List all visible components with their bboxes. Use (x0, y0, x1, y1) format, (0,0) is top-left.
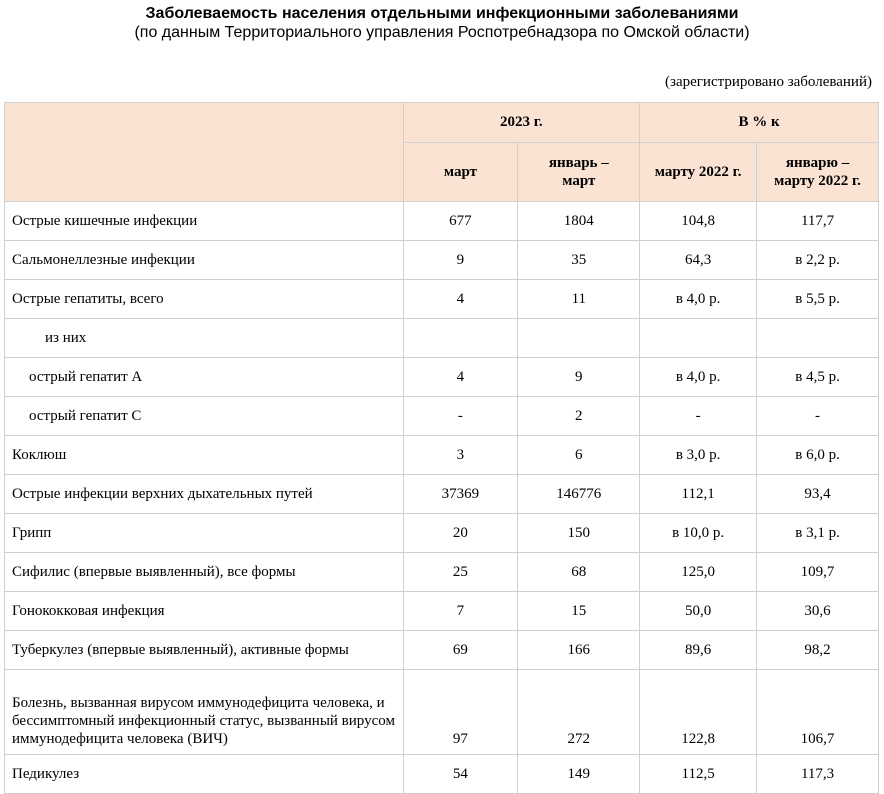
cell-pct-march: - (640, 397, 757, 436)
table-row (5, 202, 879, 241)
row-name: Туберкулез (впервые выявленный), активные формы (5, 631, 404, 670)
table-row (5, 631, 879, 670)
cell-jan-march: 68 (518, 553, 640, 592)
row-name: Болезнь, вызванная вирусом иммунодефицита человека, и бессимптомный инфекционный статус, вызванный вирусом иммунодефицита человека (ВИЧ) (5, 670, 404, 755)
cell-pct-jan-march: 30,6 (757, 592, 879, 631)
header-col-jan-march-2022: январю – марту 2022 г. (757, 143, 879, 202)
cell-pct-jan-march: - (757, 397, 879, 436)
cell-march: 20 (403, 514, 518, 553)
cell-jan-march: 150 (518, 514, 640, 553)
infection-table (4, 102, 879, 794)
header-blank-cell (5, 103, 404, 202)
cell-pct-jan-march: в 5,5 р. (757, 280, 879, 319)
cell-pct-march: 112,1 (640, 475, 757, 514)
cell-pct-jan-march: в 4,5 р. (757, 358, 879, 397)
cell-pct-march: 89,6 (640, 631, 757, 670)
cell-jan-march: 272 (518, 670, 640, 755)
table-row (5, 436, 879, 475)
cell-jan-march (518, 319, 640, 358)
table-row (5, 241, 879, 280)
cell-march: 4 (403, 358, 518, 397)
header-col-jan-march: январь – март (518, 143, 640, 202)
table-row (5, 592, 879, 631)
cell-jan-march: 35 (518, 241, 640, 280)
table-row (5, 755, 879, 794)
cell-pct-jan-march: в 3,1 р. (757, 514, 879, 553)
cell-pct-march: 104,8 (640, 202, 757, 241)
cell-march: - (403, 397, 518, 436)
cell-pct-jan-march: 117,7 (757, 202, 879, 241)
row-name: острый гепатит С (5, 397, 404, 436)
row-name: Коклюш (5, 436, 404, 475)
cell-march: 25 (403, 553, 518, 592)
table-row (5, 514, 879, 553)
row-name: Острые гепатиты, всего (5, 280, 404, 319)
cell-pct-march: в 4,0 р. (640, 358, 757, 397)
cell-pct-march: в 3,0 р. (640, 436, 757, 475)
cell-pct-jan-march: 98,2 (757, 631, 879, 670)
cell-march: 7 (403, 592, 518, 631)
table-row (5, 475, 879, 514)
header-col-march-2022: марту 2022 г. (640, 143, 757, 202)
header-col-march: март (403, 143, 518, 202)
table-row (5, 397, 879, 436)
cell-march: 9 (403, 241, 518, 280)
page-subtitle: (по данным Территориального управления Роспотребнадзора по Омской области) (134, 24, 750, 41)
row-name: Грипп (5, 514, 404, 553)
cell-jan-march: 1804 (518, 202, 640, 241)
cell-jan-march: 9 (518, 358, 640, 397)
page-title: Заболеваемость населения отдельными инфекционными заболеваниями (145, 5, 739, 22)
cell-jan-march: 11 (518, 280, 640, 319)
row-name: острый гепатит А (5, 358, 404, 397)
row-name: Острые инфекции верхних дыхательных путей (5, 475, 404, 514)
cell-pct-jan-march: 93,4 (757, 475, 879, 514)
cell-pct-jan-march: 106,7 (757, 670, 879, 755)
cell-jan-march: 2 (518, 397, 640, 436)
cell-pct-march: в 10,0 р. (640, 514, 757, 553)
cell-march (403, 319, 518, 358)
cell-pct-jan-march: в 6,0 р. (757, 436, 879, 475)
cell-pct-jan-march: в 2,2 р. (757, 241, 879, 280)
cell-pct-march: в 4,0 р. (640, 280, 757, 319)
cell-jan-march: 166 (518, 631, 640, 670)
unit-note: (зарегистрировано заболеваний) (665, 74, 872, 90)
cell-march: 4 (403, 280, 518, 319)
cell-march: 54 (403, 755, 518, 794)
cell-jan-march: 149 (518, 755, 640, 794)
cell-march: 37369 (403, 475, 518, 514)
cell-march: 97 (403, 670, 518, 755)
cell-jan-march: 6 (518, 436, 640, 475)
cell-jan-march: 15 (518, 592, 640, 631)
row-name: Гонококковая инфекция (5, 592, 404, 631)
cell-march: 69 (403, 631, 518, 670)
table-row (5, 670, 879, 755)
row-name: из них (5, 319, 404, 358)
cell-pct-jan-march (757, 319, 879, 358)
table-row (5, 280, 879, 319)
row-name: Сифилис (впервые выявленный), все формы (5, 553, 404, 592)
row-name: Педикулез (5, 755, 404, 794)
cell-pct-march: 122,8 (640, 670, 757, 755)
cell-pct-march: 50,0 (640, 592, 757, 631)
cell-pct-march: 64,3 (640, 241, 757, 280)
cell-march: 677 (403, 202, 518, 241)
table-row (5, 358, 879, 397)
cell-pct-jan-march: 109,7 (757, 553, 879, 592)
cell-pct-march: 112,5 (640, 755, 757, 794)
cell-pct-march: 125,0 (640, 553, 757, 592)
table-body (5, 202, 879, 794)
header-group-2023: 2023 г. (403, 103, 640, 143)
table-row (5, 319, 879, 358)
row-name: Сальмонеллезные инфекции (5, 241, 404, 280)
cell-pct-jan-march: 117,3 (757, 755, 879, 794)
header-group-pct: В % к (640, 103, 879, 143)
cell-jan-march: 146776 (518, 475, 640, 514)
cell-march: 3 (403, 436, 518, 475)
table-row (5, 553, 879, 592)
row-name: Острые кишечные инфекции (5, 202, 404, 241)
table-header (5, 103, 879, 202)
cell-pct-march (640, 319, 757, 358)
